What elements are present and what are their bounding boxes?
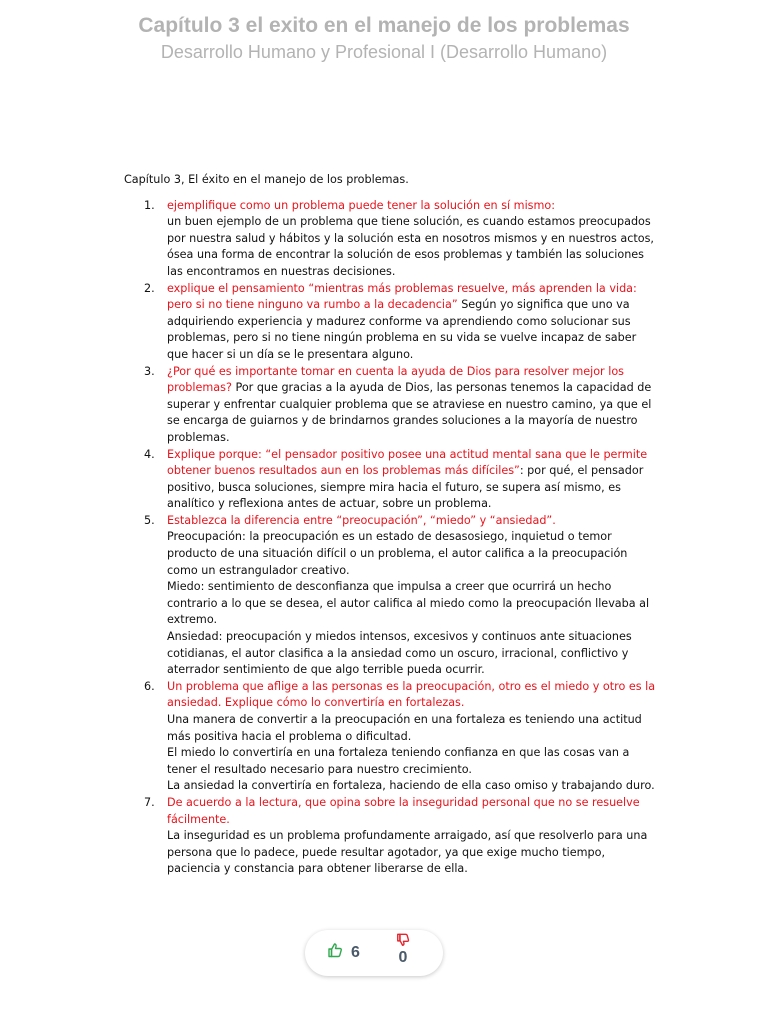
- item-number: 4.: [144, 447, 155, 461]
- thumbs-down-icon: [394, 933, 412, 947]
- question-text: ejemplifique como un problema puede tener la solución en sí mismo:: [167, 198, 556, 212]
- answer-paragraph: La inseguridad es un problema profundamente arraigado, así que resolverlo para una persona que lo padece, puede resultar agotador, ya que exige mucho tiempo, paciencia y constancia para obtener liberarse de ella.: [167, 829, 648, 876]
- upvote-button[interactable]: [327, 942, 360, 963]
- answer-text: : por qué, el pensador positivo, busca soluciones, siempre mira hacia el futuro, se supera así mismo, es analítico y reflexiona antes de actuar, sobre un problema.: [167, 464, 644, 511]
- answer-paragraph: Preocupación: la preocupación es un estado de desasosiego, inquietud o temor producto de una situación difícil o un problema, el autor califica a la preocupación como un estrangulador creativo.: [167, 530, 628, 577]
- answer-paragraph: Una manera de convertir a la preocupación en una fortaleza es teniendo una actitud más positiva hacia el problema o dificultad.: [167, 713, 642, 743]
- item-number: 5.: [144, 513, 155, 527]
- question-text: De acuerdo a la lectura, que opina sobre la inseguridad personal que no se resuelve fácilmente.: [167, 795, 640, 826]
- item-number: 6.: [144, 679, 155, 693]
- page-header: [0, 12, 768, 64]
- answer-text: Según yo significa que uno va adquiriendo experiencia y madurez conforme va aprendiendo como solucionar sus problemas, pero si no tiene ningún problema en su vida se vuelve incapaz de saber que hacer si un día se le presentara alguno.: [167, 298, 637, 361]
- question-text: Establezca la diferencia entre “preocupación”, “miedo” y “ansiedad”.: [167, 513, 556, 527]
- downvote-count: 0: [398, 949, 408, 966]
- question-item: [124, 364, 660, 447]
- course-subtitle: Desarrollo Humano y Profesional I (Desarrollo Humano): [160, 42, 608, 62]
- item-number: 1.: [144, 198, 155, 212]
- answer-paragraph: Miedo: sentimiento de desconfianza que impulsa a creer que ocurrirá un hecho contrario a lo que se desea, el autor califica al miedo como la preocupación llevaba al extremo.: [167, 580, 650, 627]
- document-title: Capítulo 3 el exito en el manejo de los problemas: [138, 14, 630, 37]
- thumbs-up-icon: [327, 942, 343, 963]
- upvote-count: 6: [351, 943, 360, 961]
- item-number: 3.: [144, 364, 155, 378]
- question-item: [124, 513, 660, 679]
- question-text: ¿Por qué es importante tomar en cuenta la ayuda de Dios para resolver mejor los problemas?: [167, 364, 624, 395]
- vote-widget: [305, 930, 443, 976]
- answer-paragraph: un buen ejemplo de un problema que tiene solución, es cuando estamos preocupados por nuestra salud y hábitos y la solución esta en nosotros mismos y en nuestros actos, ósea una forma de encontrar la solución de esos problemas y también las soluciones las encontramos en nuestras decisiones.: [167, 215, 654, 278]
- answer-paragraph: El miedo lo convertiría en una fortaleza teniendo confianza en que las cosas van a tener el resultado necesario para nuestro crecimiento.: [167, 746, 630, 776]
- question-item: [124, 198, 660, 281]
- question-text: Explique porque: “el pensador positivo posee una actitud mental sana que le permite obtener buenos resultados aun en los problemas más difíciles”: [167, 447, 648, 478]
- question-item: [124, 679, 660, 795]
- item-number: 7.: [144, 795, 155, 809]
- answer-text: Por que gracias a la ayuda de Dios, las personas tenemos la capacidad de superar y enfrentar cualquier problema que se atraviese en nuestro camino, ya que el se encarga de guiarnos y de brindarnos grandes soluciones a la mayoría de nuestro problemas.: [167, 381, 652, 444]
- item-number: 2.: [144, 281, 155, 295]
- answer-paragraph: La ansiedad la convertiría en fortaleza, haciendo de ella caso omiso y trabajando duro.: [167, 779, 655, 793]
- document-heading: Capítulo 3, El éxito en el manejo de los problemas.: [124, 173, 409, 186]
- answer-paragraph: Ansiedad: preocupación y miedos intensos, excesivos y continuos ante situaciones cotidianas, el autor clasifica a la ansiedad como un oscuro, irracional, conflictivo y aterrador sentimiento de que algo terrible pueda ocurrir.: [167, 630, 632, 677]
- downvote-button[interactable]: [394, 933, 412, 968]
- question-text: explique el pensamiento “mientras más problemas resuelve, más aprenden la vida: pero si no tiene ninguno va rumbo a la decadencia”: [167, 281, 637, 312]
- question-item: [124, 447, 660, 513]
- question-text: Un problema que aflige a las personas es la preocupación, otro es el miedo y otro es la ansiedad. Explique cómo lo convertiría en fortalezas.: [167, 679, 656, 710]
- question-item: [124, 795, 660, 878]
- question-list: [124, 198, 660, 878]
- document-body: [124, 172, 660, 878]
- question-item: [124, 281, 660, 364]
